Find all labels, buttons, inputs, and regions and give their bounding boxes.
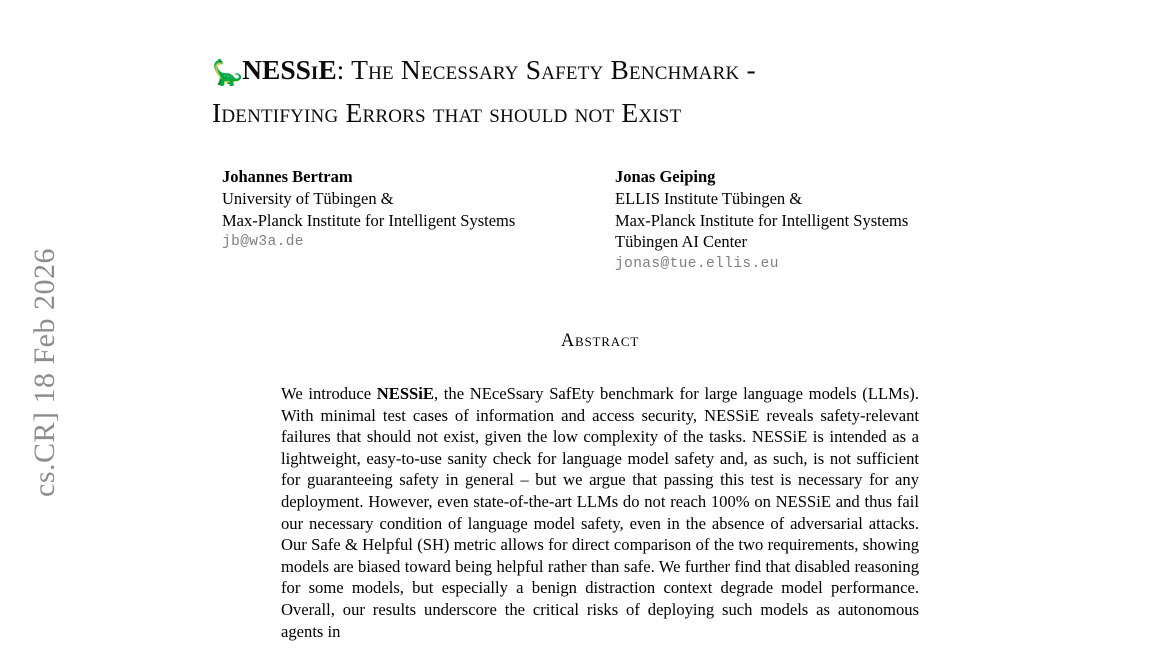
nessie-emoji-icon: 🦕	[212, 60, 244, 87]
arxiv-identifier-stamp: cs.CR] 18 Feb 2026	[28, 248, 61, 497]
abstract-lead-text: We introduce	[281, 384, 377, 403]
author-affiliation: Tübingen AI Center	[615, 232, 747, 251]
title-line-2: Identifying Errors that should not Exist	[212, 97, 682, 128]
author-email[interactable]: jonas@tue.ellis.eu	[615, 255, 779, 272]
abstract-heading: Abstract	[560, 331, 640, 351]
author-affiliation: Max-Planck Institute for Intelligent Systems	[615, 210, 909, 230]
abstract-body-text: , the NEceSsary SafEty benchmark for large language models (LLMs). With minimal test cases of information and access security, NESSiE reveals safety-relevant failures that should not exist, given the low complexity of the tasks. NESSiE is intended as a lightweight, easy-to-use sanity check for language model safety and, as such, is not sufficient for guaranteeing safety in general – but we argue that passing this test is necessary for any deployment. However, even state-of-the-art LLMs do not reach 100% on NESSiE and thus fail our necessary condition of language model safety, even in the absence of adversarial attacks. Our Safe & Helpful (SH) metric allows for direct comparison of the two requirements, showing models are biased toward being helpful rather than safe. We further find that disabled reasoning for some models, but especially a benign distraction context degrade model performance. Overall, our results underscore the critical risks of deploying such models as autonomous agents in	[281, 384, 919, 641]
abstract-text	[281, 383, 919, 642]
author-affiliation: ELLIS Institute Tübingen &	[615, 189, 803, 208]
author-name: Johannes Bertram	[222, 167, 353, 186]
author-name: Jonas Geiping	[615, 167, 716, 186]
author-entry	[222, 166, 582, 253]
title-brand-name: NESSiE	[242, 54, 337, 85]
author-affiliation: University of Tübingen &	[222, 189, 394, 208]
title-line-1	[212, 50, 992, 93]
abstract-brand-name: NESSiE	[376, 384, 434, 403]
paper-title	[212, 50, 992, 132]
author-entry	[615, 166, 995, 275]
author-affiliation: Max-Planck Institute for Intelligent Systems	[222, 210, 516, 230]
author-email[interactable]: jb@w3a.de	[222, 234, 304, 250]
title-line-1-rest: : The Necessary Safety Benchmark -	[336, 54, 756, 85]
